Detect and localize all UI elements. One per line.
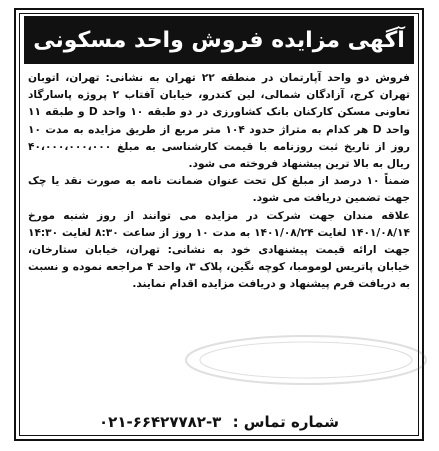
notice-paragraph-guarantee: ضمناً ۱۰ درصد از مبلغ کل تحت عنوان ضمانت نامه به صورت نقد یا چک جهت تضمین دریافت می شود. [28, 175, 410, 205]
notice-paragraph-sale: فروش دو واحد آپارتمان در منطقه ۲۲ تهران به نشانی: تهران، اتوبان تهران کرج، آزادگان شمالی، لین کندرو، خیابان آفتاب ۲ پروژه پاسارگاد تعاونی مسکن کارکنان بانک کشاورزی در دو طبقه ۱۰ واحد D و طبقه ۱۱ واحد D هر کدام به متراژ حدود ۱۰۴ متر مربع از طریق مزایده به مدت ۱۰ روز از تاریخ ثبت روزنامه با قیمت کارشناسی به مبلغ ۴۰،۰۰۰،۰۰۰،۰۰۰ ریال به بالا ترین پیشنهاد فروخته می شود. [28, 72, 410, 171]
notice-body [28, 70, 410, 294]
contact-phone-number: ۰۲۱-۶۶۴۲۷۷۸۲-۳ [99, 413, 222, 431]
notice-border [14, 8, 424, 441]
notice-header [24, 16, 414, 64]
notice-paragraph-participation: علاقه مندان جهت شرکت در مزایده می توانند از روز شنبه مورخ ۱۴۰۱/۰۸/۱۴ لغایت ۱۴۰۱/۰۸/۲۴ به مدت ۱۰ روز از ساعت ۸:۳۰ لغایت ۱۴:۳۰ جهت ارائه قیمت پیشنهادی خود به نشانی: تهران، خیابان ستارخان، خیابان پاتریس لومومبا، کوچه نگین، پلاک ۳، واحد ۴ مراجعه نموده و نسبت به دریافت فرم پیشنهاد و دریافت مزایده اقدام نمایند. [28, 209, 410, 291]
contact-label: شماره تماس : [232, 413, 339, 431]
notice-title: آگهی مزایده فروش واحد مسکونی [33, 27, 405, 53]
contact-line [28, 413, 410, 431]
